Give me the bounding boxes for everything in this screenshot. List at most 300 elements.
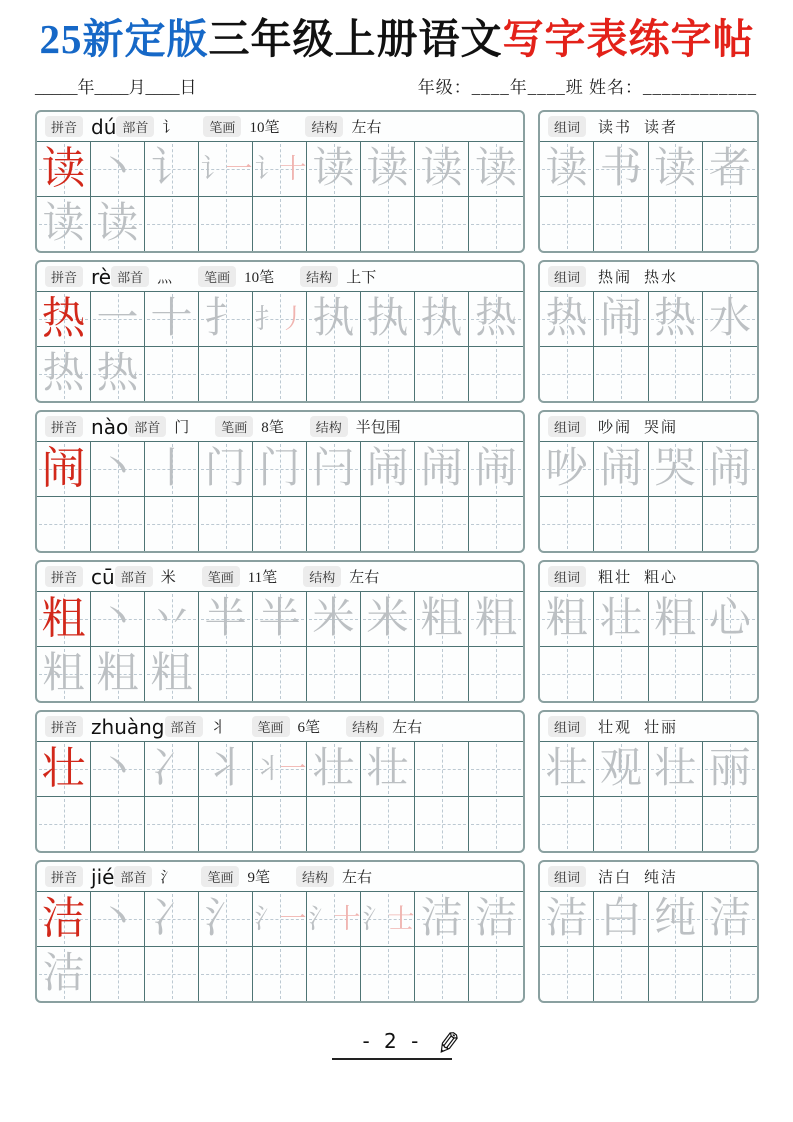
trace-glyph: 粗: [42, 651, 85, 698]
pinyin-value: cū: [91, 564, 115, 589]
words-header: [540, 262, 757, 292]
stroke-order-glyph: 十: [150, 296, 193, 343]
page-number: - 2 -: [332, 1029, 452, 1060]
word-trace-row: [540, 142, 757, 197]
word-empty-cell: [649, 197, 703, 251]
stroke-order-glyph: 闩: [312, 446, 355, 493]
stroke-order-cell: [91, 892, 145, 947]
radical-label: 部首: [165, 716, 203, 737]
trace-row: [37, 497, 523, 551]
word-empty-row: [540, 497, 757, 551]
word-trace-glyph: 壮: [545, 746, 588, 793]
stroke-order-cell: [307, 592, 361, 647]
radical-value: 讠: [162, 120, 178, 137]
main-character: 闹: [41, 444, 86, 494]
word-empty-cell: [594, 947, 648, 1001]
stroke-order-cell: [361, 592, 415, 647]
strokes-value: 10笔: [244, 270, 275, 287]
stroke-order-row: [37, 742, 523, 797]
word-trace-cell: [649, 592, 703, 647]
strokes-label: 笔画: [203, 116, 241, 137]
word-trace-cell: [649, 142, 703, 197]
stroke-order-glyph: 米: [312, 596, 355, 643]
main-character-cell: [37, 892, 91, 947]
stroke-order-cell: [415, 892, 469, 947]
word-empty-cell: [540, 197, 594, 251]
stroke-practice-block: [35, 110, 525, 253]
word-trace-row: [540, 592, 757, 647]
stroke-order-glyph: 丷: [150, 596, 193, 643]
word-trace-cell: [703, 592, 757, 647]
section-header: [37, 112, 523, 142]
stroke-order-cell: [91, 142, 145, 197]
strokes-label: 笔画: [215, 416, 253, 437]
trace-cell: [361, 647, 415, 701]
trace-glyph: 读: [96, 201, 139, 248]
stroke-order-glyph: 扌: [204, 296, 247, 343]
pinyin-label: 拼音: [45, 266, 83, 287]
stroke-order-glyph: 丶: [96, 746, 139, 793]
word-empty-cell: [540, 497, 594, 551]
word-trace-glyph: 闹: [708, 446, 751, 493]
stroke-order-glyph: 冫: [150, 746, 193, 793]
trace-cell: [415, 197, 469, 251]
word-trace-cell: [594, 742, 648, 797]
trace-cell: [199, 947, 253, 1001]
stroke-order-row: [37, 592, 523, 647]
word-trace-glyph: 读: [654, 146, 697, 193]
trace-cell: [91, 197, 145, 251]
stroke-order-cell: [307, 892, 361, 947]
character-section: [35, 860, 759, 1003]
stroke-order-cell: [469, 892, 523, 947]
trace-cell: [37, 947, 91, 1001]
stroke-order-cell: [415, 442, 469, 497]
word-trace-glyph: 丽: [708, 746, 751, 793]
trace-row: [37, 947, 523, 1001]
main-character-cell: [37, 292, 91, 347]
title-grade: 三年级上册语文: [208, 16, 503, 62]
words-block: [538, 260, 759, 403]
stroke-order-cell: [469, 592, 523, 647]
words-header: [540, 412, 757, 442]
word-trace-cell: [594, 442, 648, 497]
trace-cell: [361, 947, 415, 1001]
stroke-order-glyph: 粗: [474, 596, 517, 643]
word-empty-cell: [594, 497, 648, 551]
character-section: [35, 710, 759, 853]
main-character: 热: [41, 294, 86, 344]
word-1: 热闹: [598, 270, 633, 287]
radical-value: 氵: [160, 870, 176, 887]
trace-cell: [361, 797, 415, 851]
radical-value: 米: [160, 570, 176, 587]
trace-cell: [91, 347, 145, 401]
stroke-order-cell: [307, 442, 361, 497]
stroke-order-cell: [145, 292, 199, 347]
trace-cell: [145, 797, 199, 851]
trace-cell: [307, 497, 361, 551]
character-section: [35, 560, 759, 703]
word-empty-cell: [703, 497, 757, 551]
stroke-order-cell: [361, 292, 415, 347]
word-trace-cell: [594, 592, 648, 647]
radical-label: 部首: [111, 266, 149, 287]
pinyin-label: 拼音: [45, 566, 83, 587]
main-character: 壮: [41, 744, 86, 794]
word-trace-row: [540, 892, 757, 947]
stroke-practice-block: [35, 260, 525, 403]
stroke-order-cell: [469, 142, 523, 197]
stroke-order-glyph: 丶: [96, 896, 139, 943]
word-trace-glyph: 洁: [545, 896, 588, 943]
stroke-order-cell: [469, 292, 523, 347]
stroke-order-glyph: 扌 丿: [254, 303, 305, 334]
trace-cell: [199, 647, 253, 701]
word-empty-cell: [594, 647, 648, 701]
stroke-order-glyph: 丬 一: [254, 753, 305, 784]
trace-cell: [253, 797, 307, 851]
trace-row: [37, 347, 523, 401]
character-section: [35, 260, 759, 403]
word-empty-cell: [594, 197, 648, 251]
radical-label: 部首: [115, 566, 153, 587]
stroke-order-glyph: 丶: [96, 146, 139, 193]
trace-cell: [145, 347, 199, 401]
word-trace-glyph: 者: [708, 146, 751, 193]
stroke-order-cell: [91, 592, 145, 647]
trace-cell: [253, 647, 307, 701]
trace-glyph: 热: [96, 351, 139, 398]
subheader: [35, 73, 757, 98]
trace-cell: [307, 947, 361, 1001]
trace-cell: [37, 197, 91, 251]
word-trace-glyph: 热: [654, 296, 697, 343]
trace-cell: [199, 197, 253, 251]
stroke-order-glyph: 丬: [204, 746, 247, 793]
words-header: [540, 562, 757, 592]
trace-cell: [37, 347, 91, 401]
title-edition: 25新定版: [39, 16, 209, 62]
stroke-order-row: [37, 892, 523, 947]
structure-label: 结构: [300, 266, 338, 287]
section-header: [37, 412, 523, 442]
word-1: 洁白: [598, 870, 633, 887]
stroke-order-cell: [469, 442, 523, 497]
stroke-order-cell: [91, 292, 145, 347]
stroke-order-cell: [199, 742, 253, 797]
word-empty-row: [540, 797, 757, 851]
stroke-order-glyph: 讠 十: [254, 153, 305, 184]
word-trace-cell: [649, 442, 703, 497]
word-trace-row: [540, 292, 757, 347]
words-label: 组词: [548, 116, 586, 137]
trace-cell: [469, 797, 523, 851]
stroke-order-cell: [199, 892, 253, 947]
stroke-order-glyph: 半: [258, 596, 301, 643]
stroke-order-glyph: 执: [366, 296, 409, 343]
structure-label: 结构: [346, 716, 384, 737]
stroke-order-glyph: 粗: [420, 596, 463, 643]
words-label: 组词: [548, 866, 586, 887]
section-header: [37, 562, 523, 592]
words-block: [538, 410, 759, 553]
stroke-order-glyph: 半: [204, 596, 247, 643]
trace-cell: [307, 647, 361, 701]
stroke-order-cell: [199, 292, 253, 347]
stroke-order-cell: [253, 142, 307, 197]
stroke-order-glyph: 氵: [204, 896, 247, 943]
word-trace-glyph: 观: [599, 746, 642, 793]
word-trace-cell: [649, 892, 703, 947]
stroke-order-cell: [361, 742, 415, 797]
stroke-order-glyph: 闹: [474, 446, 517, 493]
word-empty-cell: [540, 797, 594, 851]
page-title: [35, 16, 759, 63]
word-trace-cell: [540, 142, 594, 197]
word-trace-glyph: 哭: [654, 446, 697, 493]
trace-cell: [253, 497, 307, 551]
strokes-label: 笔画: [252, 716, 290, 737]
stroke-order-cell: [199, 142, 253, 197]
word-trace-glyph: 闹: [599, 446, 642, 493]
strokes-value: 9笔: [247, 870, 270, 887]
word-empty-cell: [649, 797, 703, 851]
structure-label: 结构: [296, 866, 334, 887]
stroke-order-cell: [199, 442, 253, 497]
class-name-line: 年级：____年____班 姓名：____________: [417, 78, 757, 98]
trace-cell: [469, 947, 523, 1001]
stroke-order-cell: [307, 142, 361, 197]
word-trace-cell: [703, 292, 757, 347]
radical-value: 丬: [210, 720, 226, 737]
strokes-value: 6笔: [297, 720, 321, 737]
trace-cell: [199, 347, 253, 401]
stroke-order-cell: [253, 442, 307, 497]
structure-value: 左右: [351, 120, 382, 137]
stroke-practice-block: [35, 860, 525, 1003]
word-trace-cell: [703, 892, 757, 947]
stroke-order-row: [37, 142, 523, 197]
words-block: [538, 860, 759, 1003]
character-section: [35, 410, 759, 553]
word-empty-cell: [540, 347, 594, 401]
word-2: 纯洁: [644, 870, 679, 887]
word-empty-row: [540, 347, 757, 401]
structure-value: 上下: [346, 270, 377, 287]
stroke-order-cell: [307, 742, 361, 797]
word-trace-cell: [540, 742, 594, 797]
pen-icon: ✎: [434, 1026, 464, 1063]
pinyin-value: jié: [91, 864, 115, 889]
stroke-order-glyph: 执: [312, 296, 355, 343]
structure-value: 左右: [349, 570, 380, 587]
strokes-value: 11笔: [247, 570, 278, 587]
stroke-order-glyph: 氵 士: [362, 903, 413, 934]
trace-cell: [253, 197, 307, 251]
stroke-order-cell: [145, 592, 199, 647]
stroke-order-cell: [469, 742, 523, 797]
trace-cell: [199, 797, 253, 851]
word-2: 读者: [644, 120, 679, 137]
word-trace-glyph: 吵: [545, 446, 588, 493]
stroke-order-cell: [145, 742, 199, 797]
stroke-order-glyph: 丶: [96, 446, 139, 493]
stroke-order-cell: [415, 742, 469, 797]
date-blank-line: _____年____月____日: [35, 78, 197, 98]
word-trace-glyph: 心: [708, 596, 751, 643]
word-trace-glyph: 热: [545, 296, 588, 343]
trace-cell: [91, 647, 145, 701]
word-trace-glyph: 白: [599, 896, 642, 943]
structure-value: 半包围: [355, 420, 401, 437]
word-1: 吵闹: [598, 420, 633, 437]
trace-cell: [415, 797, 469, 851]
trace-cell: [37, 797, 91, 851]
word-trace-cell: [703, 742, 757, 797]
stroke-order-cell: [253, 292, 307, 347]
strokes-label: 笔画: [201, 866, 239, 887]
main-character: 粗: [41, 594, 86, 644]
trace-cell: [145, 197, 199, 251]
word-empty-cell: [594, 347, 648, 401]
trace-cell: [91, 947, 145, 1001]
stroke-order-glyph: 门: [204, 446, 247, 493]
stroke-order-glyph: 读: [366, 146, 409, 193]
word-trace-glyph: 纯: [654, 896, 697, 943]
trace-cell: [307, 347, 361, 401]
stroke-order-cell: [145, 442, 199, 497]
stroke-order-row: [37, 292, 523, 347]
word-2: 哭闹: [644, 420, 679, 437]
stroke-order-cell: [361, 442, 415, 497]
word-trace-cell: [649, 292, 703, 347]
word-empty-cell: [649, 647, 703, 701]
words-label: 组词: [548, 716, 586, 737]
word-empty-cell: [649, 947, 703, 1001]
word-trace-cell: [594, 892, 648, 947]
trace-glyph: 读: [42, 201, 85, 248]
stroke-order-cell: [145, 892, 199, 947]
word-empty-cell: [703, 197, 757, 251]
word-trace-glyph: 壮: [654, 746, 697, 793]
word-trace-row: [540, 742, 757, 797]
word-trace-glyph: 洁: [708, 896, 751, 943]
word-trace-row: [540, 442, 757, 497]
stroke-order-cell: [253, 742, 307, 797]
trace-cell: [199, 497, 253, 551]
word-empty-cell: [594, 797, 648, 851]
word-empty-cell: [649, 347, 703, 401]
stroke-order-glyph: 闹: [366, 446, 409, 493]
radical-value: 门: [174, 420, 190, 437]
character-section: [35, 110, 759, 253]
trace-row: [37, 647, 523, 701]
trace-cell: [415, 347, 469, 401]
trace-cell: [253, 347, 307, 401]
word-empty-cell: [703, 797, 757, 851]
word-trace-cell: [594, 142, 648, 197]
word-1: 粗壮: [598, 570, 633, 587]
words-header: [540, 712, 757, 742]
word-empty-row: [540, 947, 757, 1001]
trace-cell: [307, 797, 361, 851]
main-character-cell: [37, 142, 91, 197]
word-trace-cell: [540, 292, 594, 347]
word-trace-glyph: 闹: [599, 296, 642, 343]
trace-cell: [91, 497, 145, 551]
trace-cell: [361, 347, 415, 401]
trace-cell: [469, 347, 523, 401]
strokes-label: 笔画: [198, 266, 236, 287]
structure-label: 结构: [303, 566, 341, 587]
main-character: 洁: [41, 894, 86, 944]
stroke-order-cell: [415, 292, 469, 347]
stroke-order-cell: [307, 292, 361, 347]
word-2: 热水: [644, 270, 679, 287]
stroke-order-cell: [415, 592, 469, 647]
trace-cell: [415, 947, 469, 1001]
trace-cell: [469, 497, 523, 551]
stroke-order-glyph: 氵 十: [308, 903, 359, 934]
word-trace-glyph: 粗: [654, 596, 697, 643]
words-label: 组词: [548, 416, 586, 437]
stroke-order-cell: [253, 892, 307, 947]
trace-row: [37, 197, 523, 251]
stroke-order-glyph: 闹: [420, 446, 463, 493]
stroke-order-glyph: 丨: [150, 446, 193, 493]
section-header: [37, 262, 523, 292]
words-label: 组词: [548, 266, 586, 287]
radical-label: 部首: [116, 116, 154, 137]
stroke-order-glyph: 一: [96, 296, 139, 343]
stroke-practice-block: [35, 410, 525, 553]
trace-glyph: 粗: [96, 651, 139, 698]
stroke-order-cell: [91, 742, 145, 797]
stroke-order-glyph: 洁: [420, 896, 463, 943]
word-1: 读书: [598, 120, 633, 137]
word-trace-cell: [703, 442, 757, 497]
main-character: 读: [41, 144, 86, 194]
section-header: [37, 862, 523, 892]
pinyin-value: zhuàng: [91, 714, 165, 739]
stroke-order-glyph: 洁: [474, 896, 517, 943]
strokes-value: 10笔: [249, 120, 280, 137]
stroke-order-glyph: 壮: [366, 746, 409, 793]
trace-cell: [415, 647, 469, 701]
word-empty-cell: [540, 947, 594, 1001]
stroke-order-glyph: 热: [474, 296, 517, 343]
pinyin-value: rè: [91, 264, 112, 289]
trace-glyph: 粗: [150, 651, 193, 698]
strokes-label: 笔画: [202, 566, 240, 587]
strokes-value: 8笔: [261, 420, 284, 437]
word-trace-glyph: 读: [545, 146, 588, 193]
structure-label: 结构: [305, 116, 343, 137]
word-empty-cell: [703, 647, 757, 701]
stroke-order-glyph: 读: [312, 146, 355, 193]
stroke-order-glyph: 执: [420, 296, 463, 343]
structure-label: 结构: [310, 416, 348, 437]
word-empty-cell: [703, 947, 757, 1001]
word-empty-cell: [649, 497, 703, 551]
main-character-cell: [37, 592, 91, 647]
words-block: [538, 560, 759, 703]
trace-cell: [145, 497, 199, 551]
word-empty-row: [540, 197, 757, 251]
word-trace-cell: [649, 742, 703, 797]
stroke-order-cell: [415, 142, 469, 197]
